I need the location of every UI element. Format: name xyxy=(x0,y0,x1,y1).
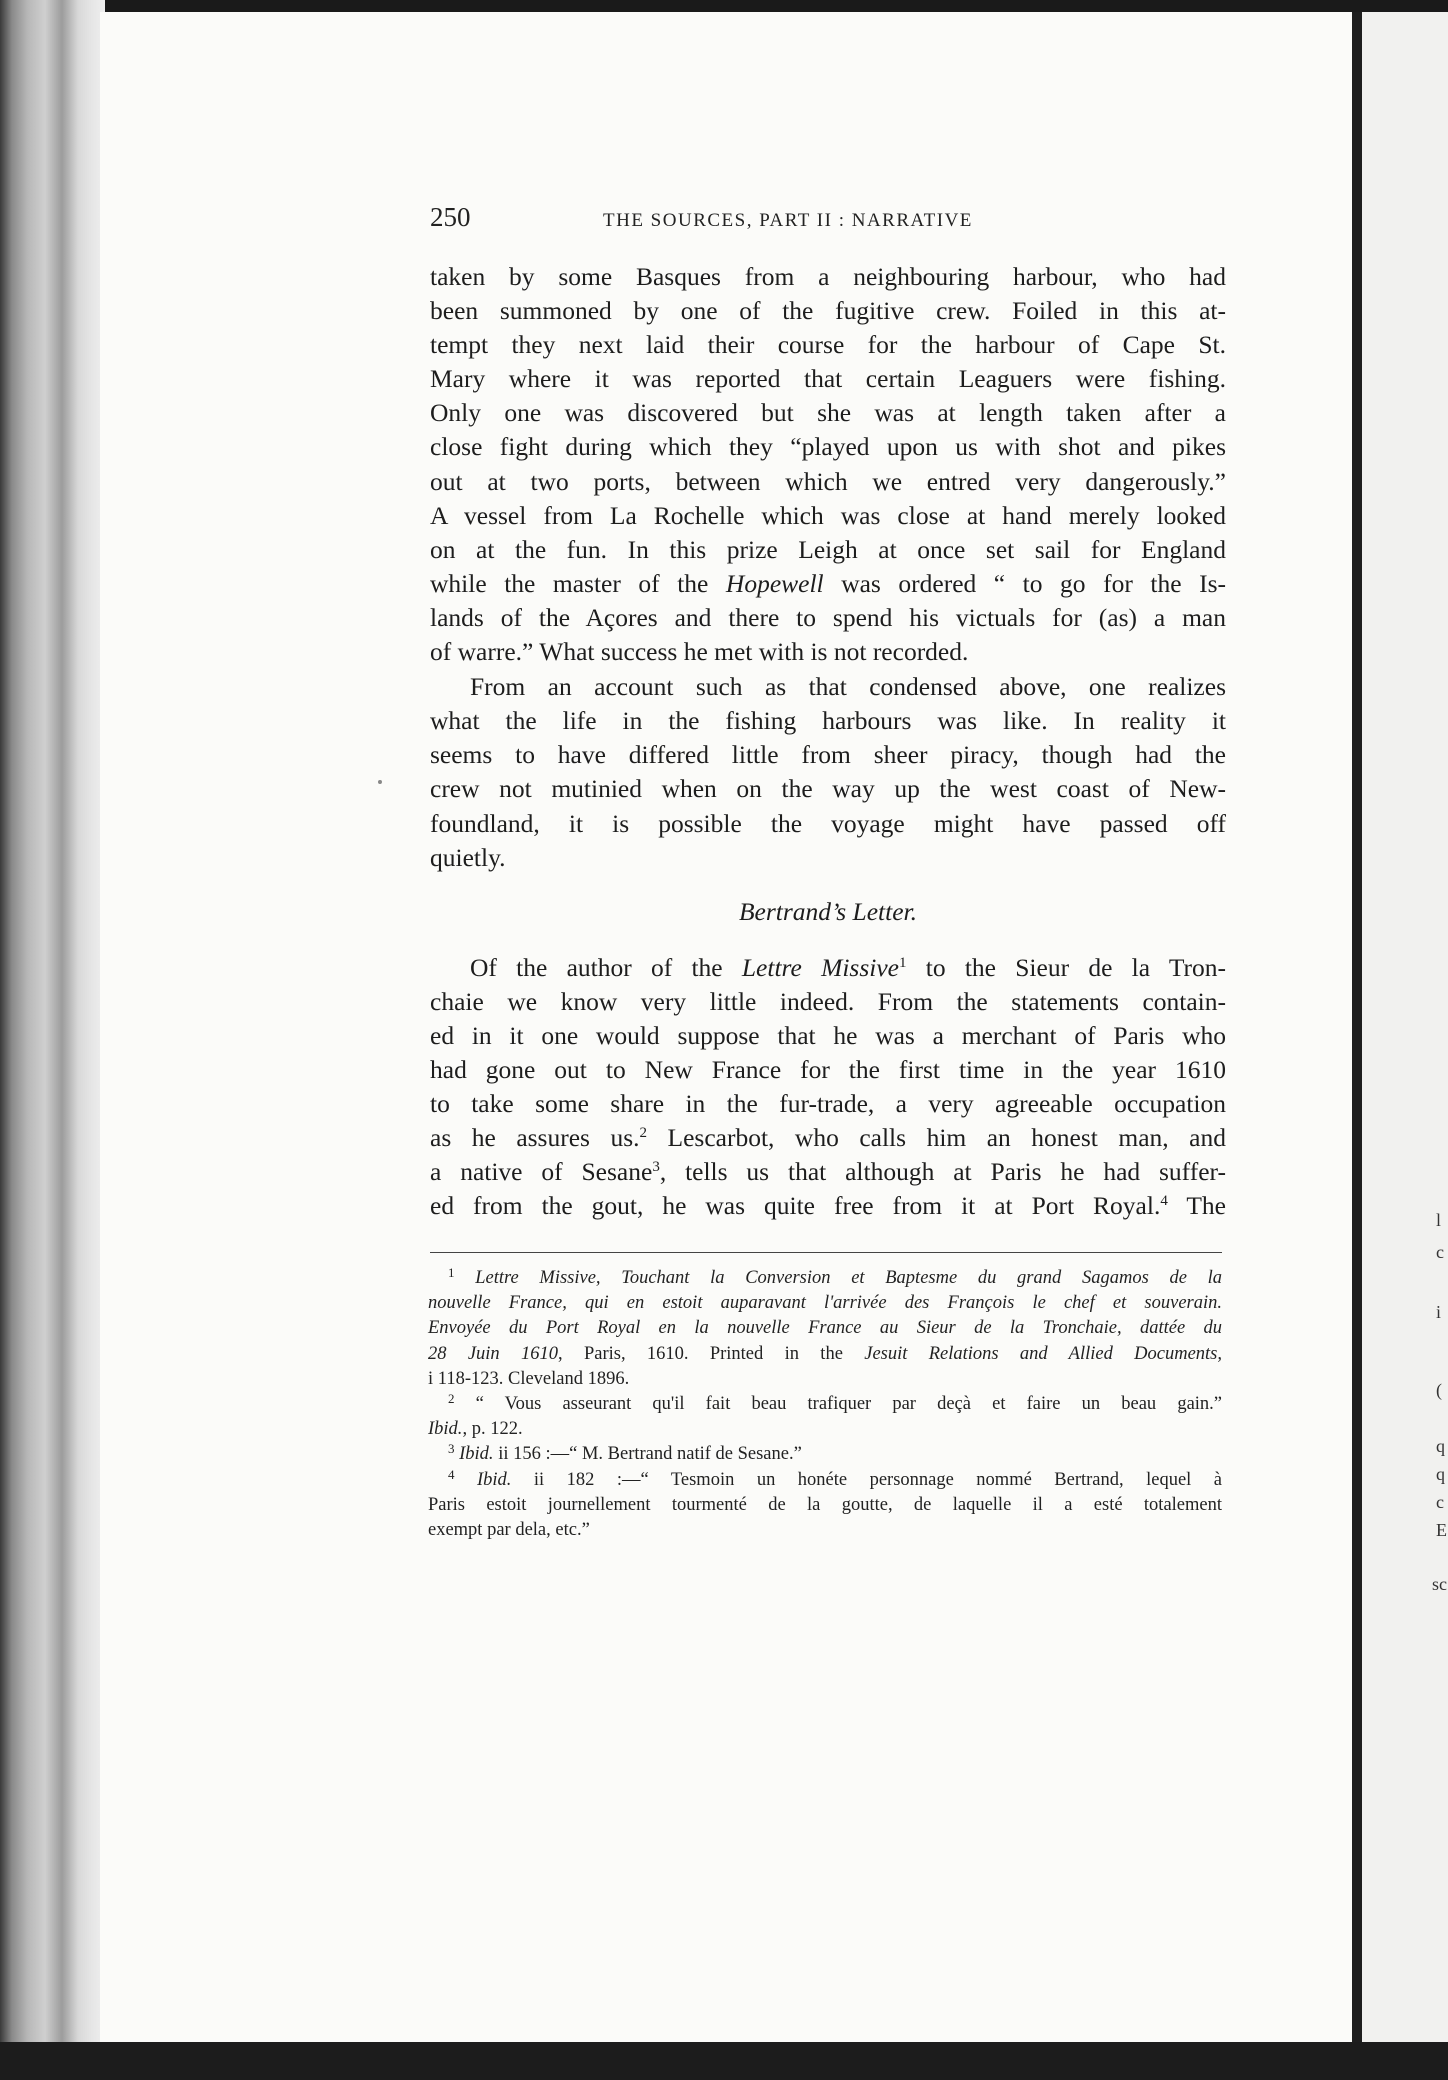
text-line xyxy=(430,1121,1226,1155)
text-line: what the life in the fishing harbours was like. In reality it xyxy=(430,706,1226,736)
footnote-line xyxy=(428,1316,1222,1341)
page-gutter xyxy=(1352,12,1362,2044)
footnote-line xyxy=(428,1342,1222,1367)
footnote-line: exempt par dela, etc.” xyxy=(428,1520,590,1541)
text-run: ed from the gout, he was quite free from it at Port Royal. xyxy=(430,1191,1161,1221)
text-line: A vessel from La Rochelle which was close at hand merely looked xyxy=(430,500,1226,530)
footnote-ref[interactable]: 4 xyxy=(1160,1193,1168,1210)
footnote-ref[interactable]: 1 xyxy=(899,954,907,971)
book-spine-edge xyxy=(0,0,105,2080)
next-page-fragment: i xyxy=(1436,1302,1442,1322)
text-line: quietly. xyxy=(430,842,506,872)
footnote-number: 2 xyxy=(448,1391,455,1407)
text-line: of warre.” What success he met with is not recorded. xyxy=(430,637,969,667)
body-text xyxy=(430,260,1226,1224)
text-line: ed in it one would suppose that he was a merchant of Paris who xyxy=(430,1020,1226,1050)
footnote-3 xyxy=(428,1442,1222,1467)
footnotes xyxy=(428,1266,1222,1543)
text-run: ii 156 :—“ M. Bertrand natif de Sesane.” xyxy=(493,1444,802,1465)
page-number: 250 xyxy=(430,202,471,232)
paragraph-3 xyxy=(430,951,1226,1224)
next-page-fragment: sc xyxy=(1432,1574,1447,1594)
text-line: had gone out to New France for the first time in the year 1610 xyxy=(430,1055,1226,1085)
text-run: to the Sieur de la Tron- xyxy=(906,952,1227,982)
footnote-italic: nouvelle France, qui en estoit auparavant l'arrivée des François le chef et souverain. xyxy=(428,1293,1222,1314)
text-run: Of the author of the xyxy=(470,952,742,982)
footnote-4 xyxy=(428,1468,1222,1544)
next-page-fragment: q xyxy=(1436,1464,1445,1484)
adjacent-page xyxy=(1362,12,1448,2044)
text-line: taken by some Basques from a neighbouring harbour, who had xyxy=(430,262,1226,291)
text-line: lands of the Açores and there to spend his victuals for (as) a man xyxy=(430,602,1226,632)
next-page-fragment: ( xyxy=(1436,1380,1442,1400)
footnote-line: i 118-123. Cleveland 1896. xyxy=(428,1368,630,1389)
scan-bottom-band xyxy=(0,2042,1448,2080)
footnote-line: Paris estoit journellement tourmenté de la goutte, de laquelle il a esté totalement xyxy=(428,1494,1222,1515)
text-line: close fight during which they “played upon us with shot and pikes xyxy=(430,432,1226,462)
footnote-line xyxy=(428,1417,1222,1442)
text-line xyxy=(430,1155,1226,1189)
text-run: , tells us that although at Paris he had suffer- xyxy=(659,1157,1226,1187)
ship-name-italic: Hopewell xyxy=(725,568,824,598)
footnote-ref[interactable]: 2 xyxy=(639,1125,648,1142)
footnote-italic: Jesuit Relations and Allied Documents, xyxy=(864,1343,1222,1364)
text-line: to take some share in the fur-trade, a very agreeable occupation xyxy=(430,1089,1226,1119)
footnote-italic: Ibid. xyxy=(459,1444,494,1465)
footnote-line xyxy=(428,1468,1222,1493)
paragraph-2 xyxy=(430,670,1226,875)
footnote-line xyxy=(428,1266,1222,1291)
text-run: “ Vous asseurant qu'il fait beau trafiquer par deçà et faire un beau gain.” xyxy=(475,1394,1223,1415)
page-header xyxy=(430,200,1230,240)
next-page-fragment: E xyxy=(1436,1520,1447,1540)
running-head: THE SOURCES, PART II : NARRATIVE xyxy=(603,210,973,231)
next-page-fragment: c xyxy=(1436,1492,1444,1512)
section-heading: Bertrand’s Letter. xyxy=(738,896,918,926)
footnote-italic: Envoyée du Port Royal en la nouvelle France au Sieur de la Tronchaie, dattée du xyxy=(428,1318,1222,1339)
text-line xyxy=(430,567,1226,601)
footnote-2 xyxy=(428,1392,1222,1442)
text-run: ii 182 :—“ Tesmoin un honéte personnage nommé Bertrand, lequel à xyxy=(511,1469,1222,1490)
scan-speck xyxy=(378,780,382,784)
text-run: a native of Sesane xyxy=(430,1157,653,1187)
text-line xyxy=(430,951,1226,985)
text-line: chaie we know very little indeed. From the statements contain- xyxy=(430,986,1226,1016)
footnote-line xyxy=(428,1291,1222,1316)
text-line: Mary where it was reported that certain Leaguers were fishing. xyxy=(430,364,1226,394)
footnote-italic: Ibid. xyxy=(428,1419,463,1440)
text-line: been summoned by one of the fugitive crew. Foiled in this at- xyxy=(430,296,1226,326)
footnote-line xyxy=(428,1442,1222,1467)
text-run: while the master of the xyxy=(430,568,726,598)
title-italic: Lettre Missive xyxy=(741,952,899,982)
footnote-number: 1 xyxy=(448,1265,455,1280)
text-line: From an account such as that condensed above, one realizes xyxy=(470,672,1226,702)
text-run: Lescarbot, who calls him an honest man, and xyxy=(647,1123,1226,1153)
text-line: foundland, it is possible the voyage might have passed off xyxy=(430,808,1226,838)
next-page-fragment: l xyxy=(1436,1210,1442,1230)
paragraph-1 xyxy=(430,260,1226,669)
footnote-rule xyxy=(430,1252,1222,1253)
footnote-ref[interactable]: 3 xyxy=(652,1159,660,1176)
text-run: was ordered “ to go for the Is- xyxy=(823,568,1226,598)
text-line: crew not mutinied when on the way up the west coast of New- xyxy=(430,774,1226,804)
footnote-italic: Lettre Missive, Touchant la Conversion et Baptesme du grand Sagamos de la xyxy=(475,1268,1223,1288)
text-run: as he assures us. xyxy=(430,1123,640,1153)
next-page-fragment: c xyxy=(1436,1242,1444,1262)
text-run: , p. 122. xyxy=(462,1419,523,1440)
footnote-1 xyxy=(428,1266,1222,1392)
text-run: The xyxy=(1167,1191,1226,1221)
footnote-number: 3 xyxy=(448,1441,455,1457)
text-line: on at the fun. In this prize Leigh at once set sail for England xyxy=(430,534,1226,564)
footnote-italic: Ibid. xyxy=(476,1469,512,1490)
next-page-fragment: q xyxy=(1436,1436,1445,1456)
footnote-italic: 28 Juin 1610 xyxy=(428,1343,558,1364)
text-run: , Paris, 1610. Printed in the xyxy=(558,1343,865,1364)
text-line: seems to have differed little from sheer piracy, though had the xyxy=(430,740,1226,770)
footnote-number: 4 xyxy=(448,1466,455,1482)
text-line xyxy=(430,1189,1226,1223)
text-line: Only one was discovered but she was at length taken after a xyxy=(430,398,1226,428)
text-line: tempt they next laid their course for the harbour of Cape St. xyxy=(430,330,1226,360)
text-line: out at two ports, between which we entred very dangerously.” xyxy=(430,466,1226,496)
footnote-line xyxy=(428,1392,1222,1417)
